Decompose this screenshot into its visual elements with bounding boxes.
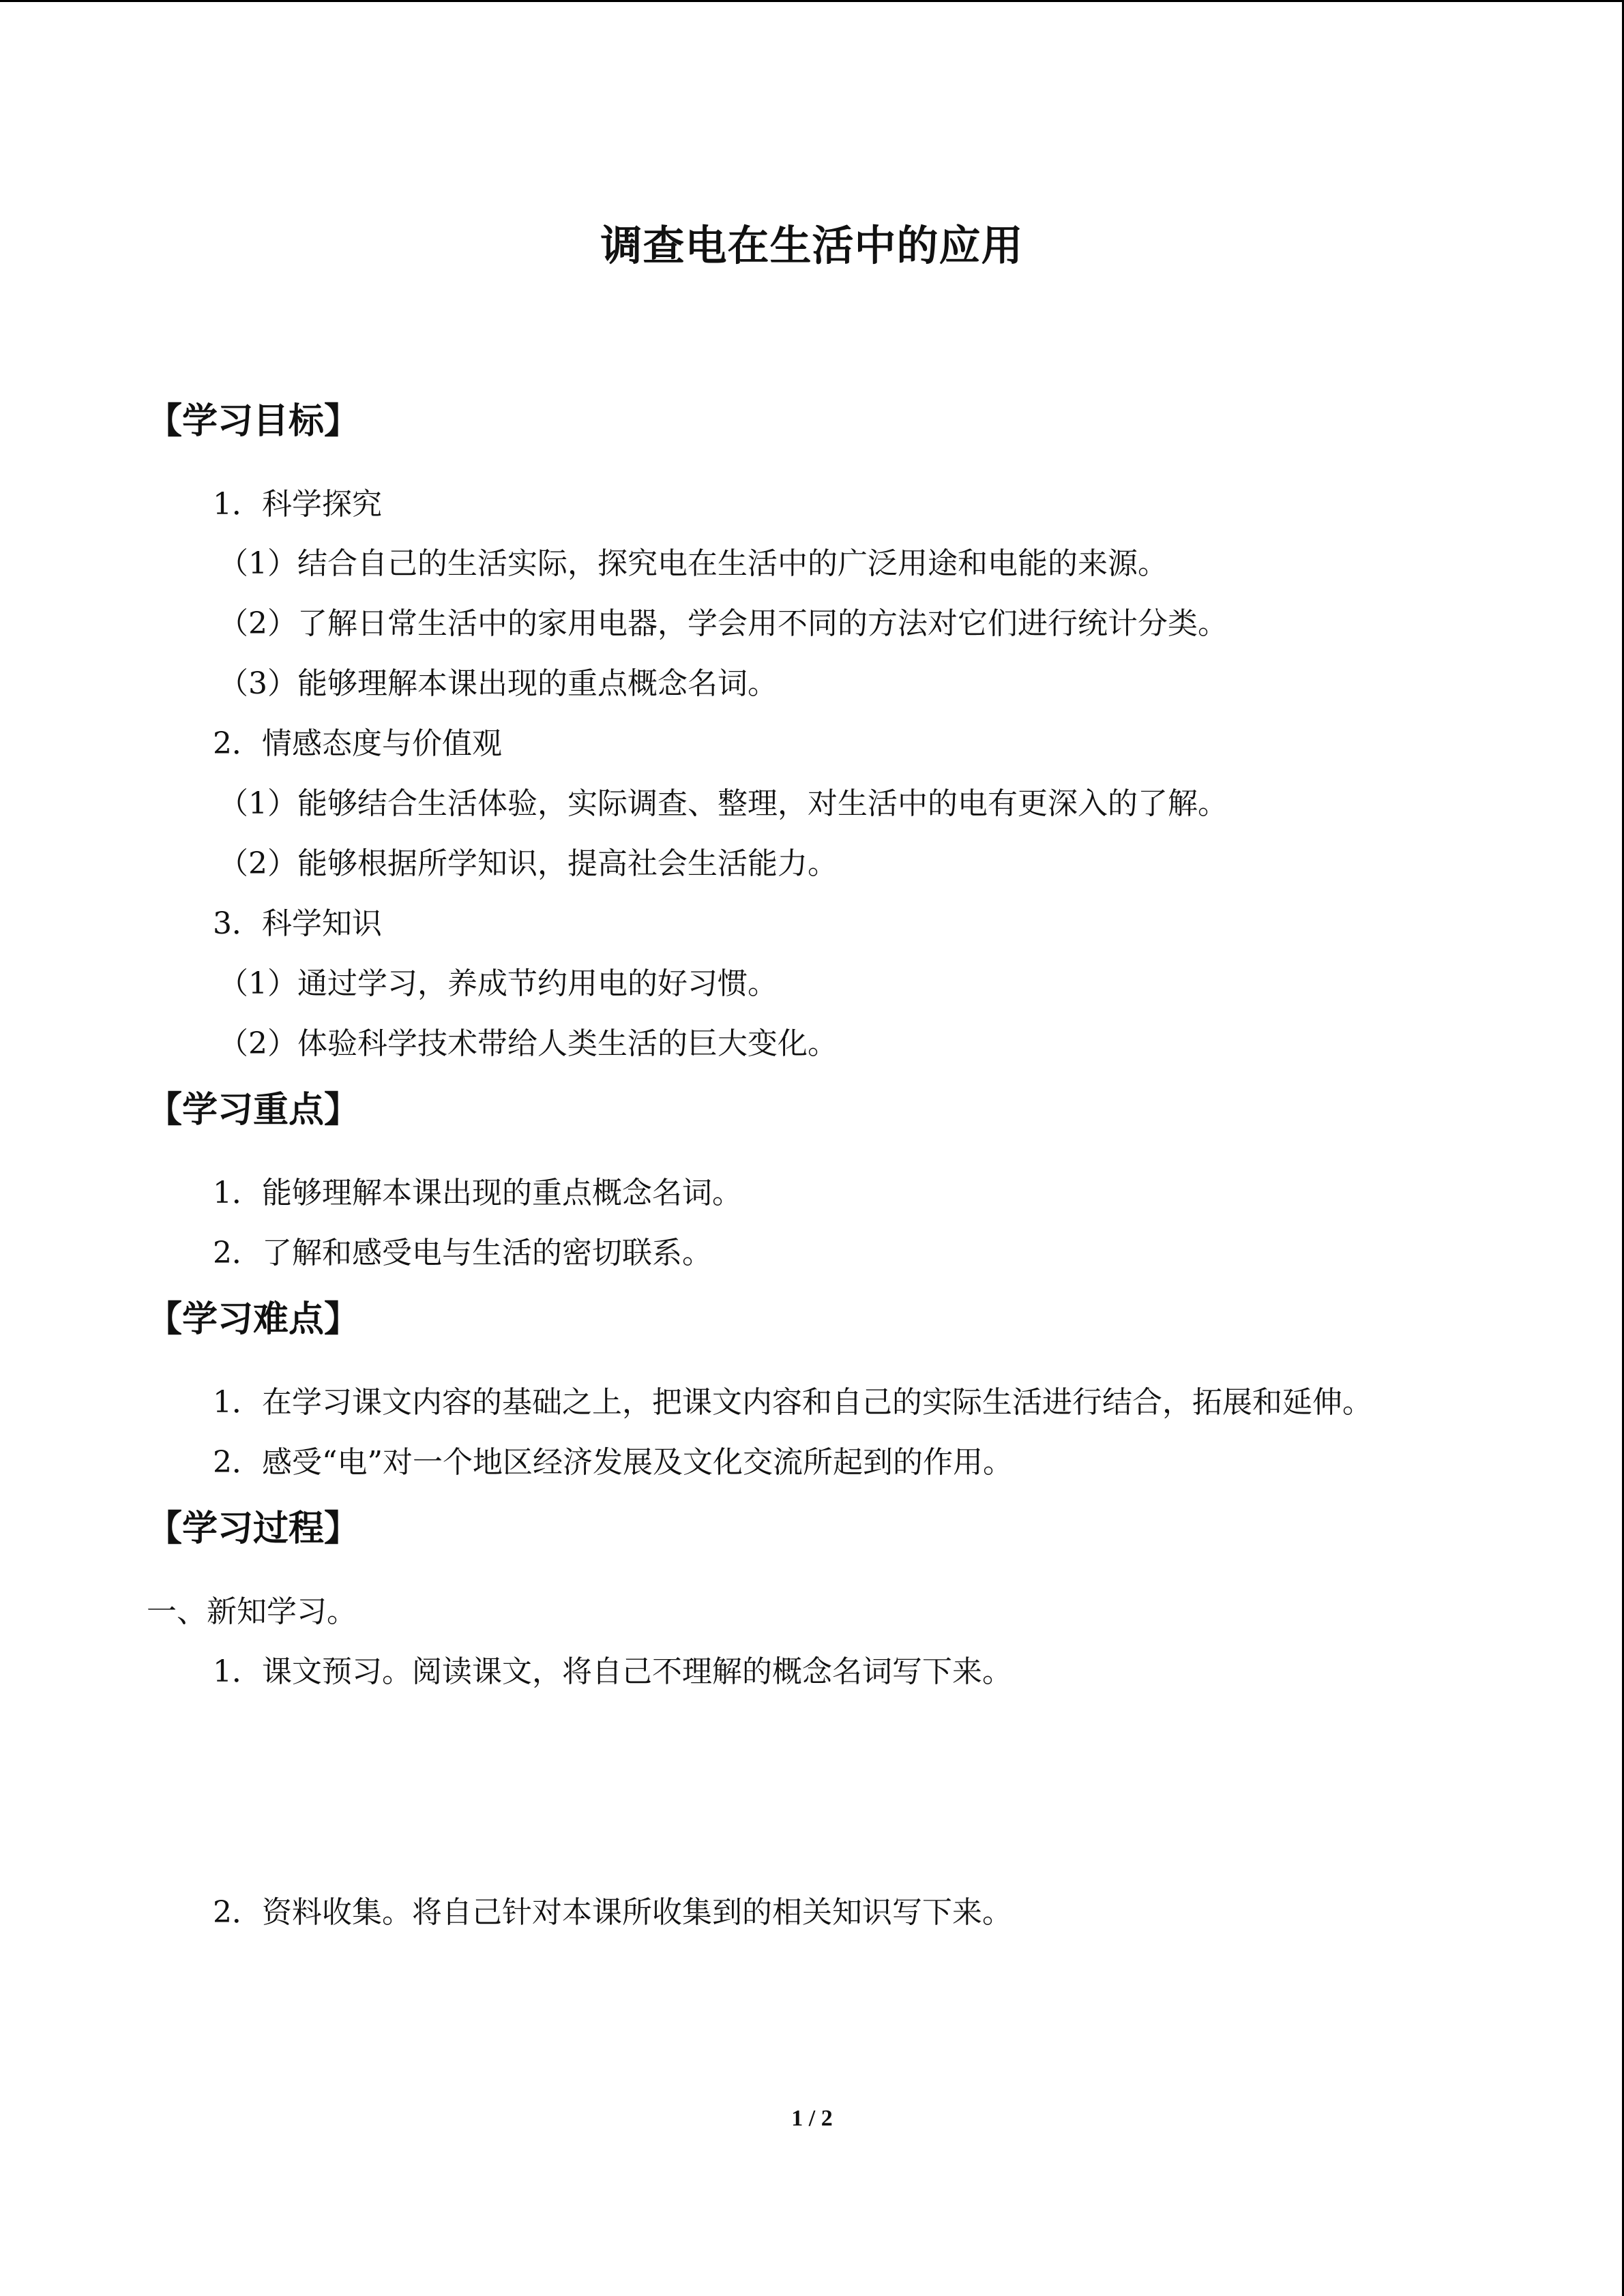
difficulty-line: 1．在学习课文内容的基础之上，把课文内容和自己的实际生活进行结合，拓展和延伸。 [213,1385,1372,1420]
key-point-line: 1．能够理解本课出现的重点概念名词。 [213,1176,742,1210]
process-item-collect: 2．资料收集。将自己针对本课所收集到的相关知识写下来。 [213,1895,1012,1930]
objective-line: 2．情感态度与价值观 [213,726,502,761]
objective-line: （3）能够理解本课出现的重点概念名词。 [218,666,778,701]
process-item-preview: 1．课文预习。阅读课文，将自己不理解的概念名词写下来。 [213,1654,1012,1689]
objective-line: （2）能够根据所学知识，提高社会生活能力。 [218,846,838,881]
section-heading-process: 【学习过程】 [147,1508,360,1549]
difficulty-line: 2．感受“电”对一个地区经济发展及文化交流所起到的作用。 [213,1445,1013,1480]
objective-line: （1）结合自己的生活实际，探究电在生活中的广泛用途和电能的来源。 [218,546,1168,581]
objective-line: 1．科学探究 [213,487,382,522]
page-title: 调查电在生活中的应用 [600,222,1024,270]
objective-line: （1）通过学习，养成节约用电的好习惯。 [218,966,778,1001]
objective-line: （2）体验科学技术带给人类生活的巨大变化。 [218,1026,838,1061]
process-part-title: 一、新知学习。 [147,1594,357,1629]
page-number: 1 / 2 [791,2106,833,2131]
section-heading-key-points: 【学习重点】 [147,1090,360,1131]
objective-line: 3．科学知识 [213,906,382,941]
section-heading-objectives: 【学习目标】 [147,401,360,442]
objective-line: （1）能够结合生活体验，实际调查、整理，对生活中的电有更深入的了解。 [218,786,1228,821]
objective-line: （2）了解日常生活中的家用电器，学会用不同的方法对它们进行统计分类。 [218,606,1228,641]
section-heading-difficulties: 【学习难点】 [147,1299,360,1340]
key-point-line: 2．了解和感受电与生活的密切联系。 [213,1236,712,1270]
